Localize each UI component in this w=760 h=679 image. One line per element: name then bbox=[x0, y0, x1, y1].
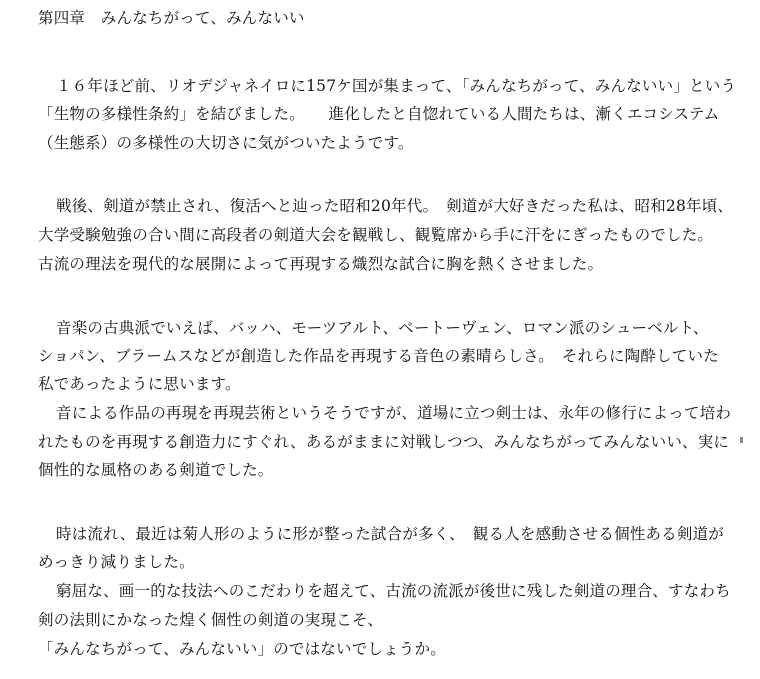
paragraph-2-line-3: 古流の理法を現代的な展開によって再現する熾烈な試合に胸を熱くさせました。 bbox=[38, 255, 604, 273]
paragraph-4-line-1: 時は流れ、最近は菊人形のように形が整った試合が多く、 観る人を感動させる個性ある剣道が bbox=[56, 525, 724, 543]
paragraph-3-line-6: 個性的な風格のある剣道でした。 bbox=[38, 461, 274, 479]
paragraph-2-line-1: 戦後、剣道が禁止され、復活へと辿った昭和20年代。 剣道が大好きだった私は、昭和28年頃、 bbox=[56, 197, 734, 215]
chapter-title: 第四章 みんなちがって、みんないい bbox=[38, 9, 305, 27]
paragraph-1-line-1: １６年ほど前、リオデジャネイロに157ケ国が集まって、「みんなちがって、みんないい」という bbox=[56, 77, 737, 95]
paragraph-3-line-3: 私であったように思います。 bbox=[38, 375, 241, 393]
paragraph-3-line-1: 音楽の古典派でいえば、バッハ、モーツアルト、ベートーヴェン、ロマン派のシューベルト、 bbox=[56, 319, 709, 337]
paragraph-4-line-4: 剣の法則にかなった煌く個性の剣道の実現こそ、 bbox=[38, 611, 384, 629]
paragraph-3-line-4: 音による作品の再現を再現芸術というそうですが、道場に立つ剣士は、永年の修行によって培わ bbox=[56, 404, 732, 422]
paragraph-3-line-2: ショパン、ブラームスなどが創造した作品を再現する音色の素晴らしさ。 それらに陶酔していた bbox=[38, 347, 719, 365]
paragraph-1-line-3: （生態系）の多様性の大切さに気がついたようです。 bbox=[38, 134, 414, 152]
paragraph-1-line-2: 「生物の多様性条約」を結びました。 進化したと自惚れている人間たちは、漸くエコシステム bbox=[38, 105, 720, 123]
paragraph-3-line-5: れたものを再現する創造力にすぐれ、あるがままに対戦しつつ、みんなちがってみんないい、実に bbox=[38, 433, 730, 451]
scan-mark bbox=[740, 437, 743, 443]
paragraph-2-line-2: 大学受験勉強の合い間に高段者の剣道大会を観戦し、観覧席から手に汗をにぎったものでした。 bbox=[38, 226, 714, 244]
paragraph-4-line-5: 「みんなちがって、みんないい」のではないでしょうか。 bbox=[38, 640, 446, 658]
paragraph-4-line-2: めっきり減りました。 bbox=[38, 553, 195, 571]
paragraph-4-line-3: 窮屈な、画一的な技法へのこだわりを超えて、古流の流派が後世に残した剣道の理合、すなわち bbox=[56, 582, 731, 600]
